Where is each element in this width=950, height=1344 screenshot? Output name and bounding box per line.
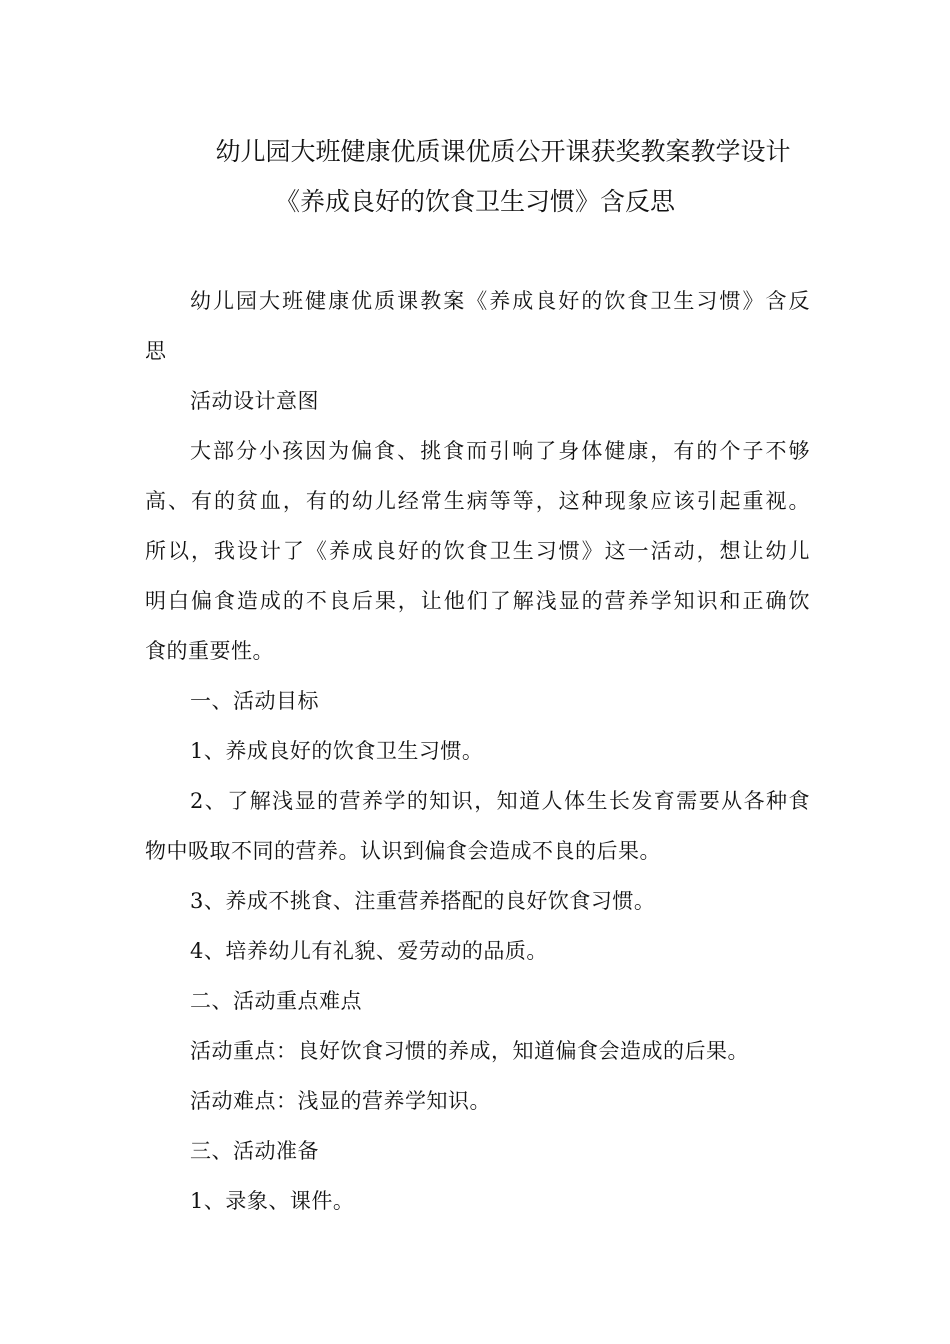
paragraph-intro-line-1: 幼儿园大班健康优质课教案《养成良好的饮食卫生习惯》含反 [190,289,810,313]
document-title-line-2: 《养成良好的饮食卫生习惯》含反思 [274,187,675,216]
key-point-difficulty: 活动难点：浅显的营养学知识。 [190,1089,491,1113]
document-title-line-1: 幼儿园大班健康优质课优质公开课获奖教案教学设计 [215,137,791,166]
goal-item-3: 3、养成不挑食、注重营养搭配的良好饮食习惯。 [190,889,656,913]
section-heading-design-intent: 活动设计意图 [190,389,319,413]
paragraph-intent-line-4: 明白偏食造成的不良后果，让他们了解浅显的营养学知识和正确饮 [145,589,810,613]
goal-item-1: 1、养成良好的饮食卫生习惯。 [190,739,484,763]
paragraph-intent-line-3: 所以，我设计了《养成良好的饮食卫生习惯》这一活动，想让幼儿 [145,539,810,563]
paragraph-intent-line-1: 大部分小孩因为偏食、挑食而引响了身体健康，有的个子不够 [190,439,810,463]
paragraph-intent-line-5: 食的重要性。 [145,639,274,663]
goal-item-4: 4、培养幼儿有礼貌、爱劳动的品质。 [190,939,548,963]
section-heading-key-points: 二、活动重点难点 [190,989,362,1013]
paragraph-intent-line-2: 高、有的贫血，有的幼儿经常生病等等，这种现象应该引起重视。 [145,489,810,513]
paragraph-intro-line-2: 思 [145,339,167,363]
section-heading-preparation: 三、活动准备 [190,1139,319,1163]
section-heading-goals: 一、活动目标 [190,689,319,713]
preparation-item-1: 1、录象、课件。 [190,1189,355,1213]
key-point-focus: 活动重点：良好饮食习惯的养成，知道偏食会造成的后果。 [190,1039,749,1063]
goal-item-2-line-1: 2、了解浅显的营养学的知识，知道人体生长发育需要从各种食 [190,789,810,813]
goal-item-2-line-2: 物中吸取不同的营养。认识到偏食会造成不良的后果。 [145,839,661,863]
